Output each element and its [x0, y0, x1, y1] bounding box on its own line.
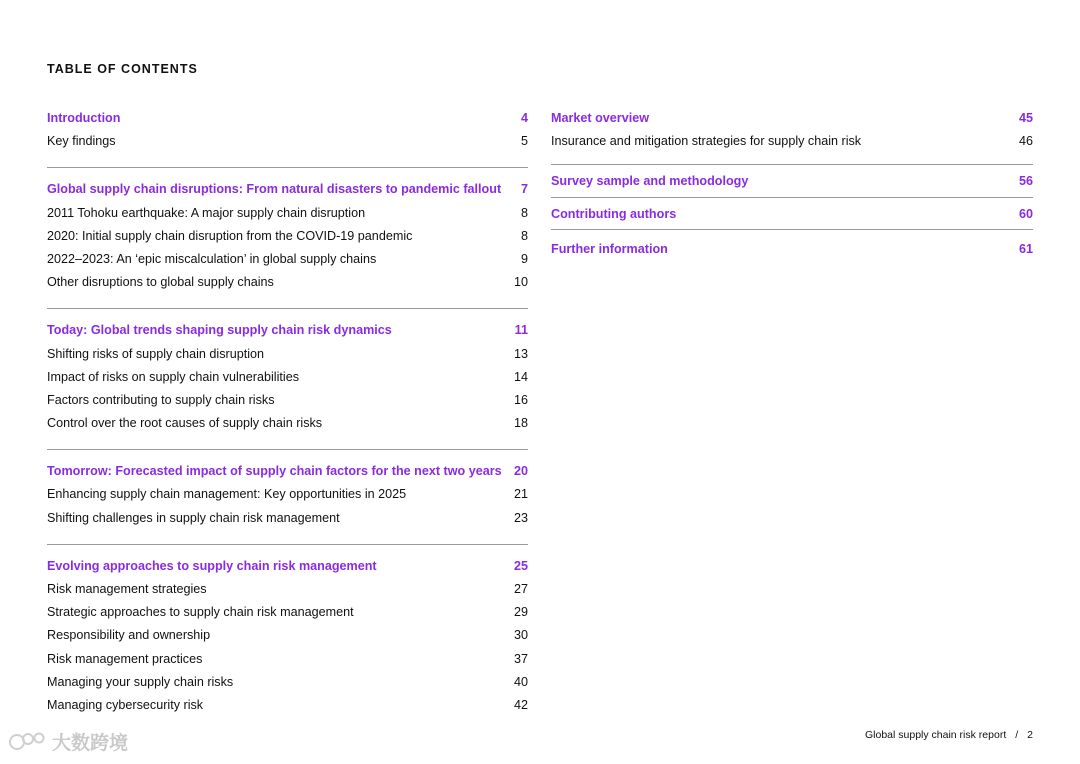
toc-entry-page: 30 — [513, 628, 528, 643]
toc-entry-label: Insurance and mitigation strategies for supply chain risk — [551, 134, 862, 149]
toc-entry[interactable] — [47, 202, 528, 225]
toc-entry-page: 23 — [513, 510, 528, 525]
toc-entry[interactable] — [47, 412, 528, 435]
toc-entry-label: Factors contributing to supply chain risks — [47, 392, 275, 407]
toc-entry[interactable] — [47, 578, 528, 601]
toc-section-heading[interactable] — [551, 170, 1033, 193]
toc-heading-label: Survey sample and methodology — [551, 174, 749, 189]
toc-entry-label: Control over the root causes of supply chain risks — [47, 416, 323, 431]
toc-entry[interactable] — [47, 271, 528, 294]
toc-entry-label: Risk management practices — [47, 651, 203, 666]
toc-entry[interactable] — [47, 389, 528, 412]
toc-section — [551, 165, 1033, 197]
toc-entry-page: 8 — [520, 205, 528, 220]
toc-heading-page: 11 — [514, 323, 528, 338]
toc-entry-page: 18 — [513, 416, 528, 431]
toc-section — [47, 545, 528, 731]
toc-heading-label: Further information — [551, 241, 668, 256]
toc-section-heading[interactable] — [47, 460, 528, 483]
toc-entry[interactable] — [47, 248, 528, 271]
footer-report-name: Global supply chain risk report — [865, 729, 1007, 741]
toc-section-heading[interactable] — [551, 238, 1033, 261]
toc-entry-label: Strategic approaches to supply chain risk management — [47, 605, 354, 620]
watermark-text: 大数跨境 — [52, 733, 129, 754]
toc-entry-page: 37 — [513, 651, 528, 666]
toc-section — [551, 97, 1033, 165]
toc-entry-page: 21 — [513, 487, 528, 502]
toc-entry-label: Managing your supply chain risks — [47, 674, 234, 689]
toc-heading-label: Global supply chain disruptions: From natural disasters to pandemic fallout — [47, 182, 502, 197]
toc-section — [47, 168, 528, 309]
toc-entry-page: 8 — [520, 228, 528, 243]
toc-section-heading[interactable] — [47, 107, 528, 130]
toc-heading-page: 60 — [1018, 206, 1033, 221]
toc-section-heading[interactable] — [551, 107, 1033, 130]
toc-right-column — [551, 97, 1033, 264]
toc-entry-label: Enhancing supply chain management: Key opportunities in 2025 — [47, 487, 407, 502]
toc-entry[interactable] — [47, 343, 528, 366]
toc-heading-label: Today: Global trends shaping supply chain risk dynamics — [47, 323, 392, 338]
toc-entry-label: 2022–2023: An ‘epic miscalculation’ in global supply chains — [47, 251, 377, 266]
toc-entry-label: Responsibility and ownership — [47, 628, 211, 643]
toc-entry-page: 13 — [513, 346, 528, 361]
toc-entry[interactable] — [47, 648, 528, 671]
toc-entry[interactable] — [47, 366, 528, 389]
toc-entry-label: Impact of risks on supply chain vulnerabilities — [47, 369, 299, 384]
toc-section-heading[interactable] — [47, 178, 528, 201]
toc-heading-label: Tomorrow: Forecasted impact of supply chain factors for the next two years — [47, 464, 502, 479]
toc-entry[interactable] — [47, 225, 528, 248]
toc-section-heading[interactable] — [47, 555, 528, 578]
toc-entry[interactable] — [47, 624, 528, 647]
toc-heading-page: 61 — [1018, 241, 1033, 256]
toc-heading-label: Contributing authors — [551, 206, 677, 221]
toc-heading-page: 4 — [520, 111, 528, 125]
toc-heading-label: Introduction — [47, 111, 121, 125]
toc-heading-page: 45 — [1018, 111, 1033, 125]
watermark — [8, 728, 128, 755]
toc-entry-page: 42 — [513, 697, 528, 712]
toc-entry[interactable] — [47, 694, 528, 717]
toc-entry-label: Other disruptions to global supply chains — [47, 275, 274, 290]
toc-heading-page: 25 — [513, 558, 528, 573]
toc-entry[interactable] — [47, 130, 528, 153]
toc-heading-page: 56 — [1018, 174, 1033, 189]
toc-entry[interactable] — [47, 671, 528, 694]
toc-heading-label: Market overview — [551, 111, 650, 125]
toc-entry-page: 9 — [520, 251, 528, 266]
toc-entry-page: 16 — [513, 392, 528, 407]
toc-entry-label: 2011 Tohoku earthquake: A major supply chain disruption — [47, 205, 366, 220]
toc-heading-label: Evolving approaches to supply chain risk management — [47, 558, 377, 573]
page-title: TABLE OF CONTENTS — [47, 62, 198, 76]
toc-section — [47, 450, 528, 545]
toc-entry-label: 2020: Initial supply chain disruption from the COVID-19 pandemic — [47, 228, 413, 243]
page-footer — [865, 729, 1033, 741]
toc-entry-page: 46 — [1018, 134, 1033, 149]
toc-entry[interactable] — [47, 483, 528, 506]
toc-entry-page: 40 — [513, 674, 528, 689]
toc-entry-page: 14 — [513, 369, 528, 384]
toc-entry-label: Risk management strategies — [47, 582, 207, 596]
toc-section — [551, 230, 1033, 264]
toc-section — [551, 198, 1033, 230]
toc-section-heading[interactable] — [47, 319, 528, 342]
footer-page-number: 2 — [1027, 729, 1033, 741]
toc-heading-page: 20 — [513, 464, 528, 479]
footer-separator: / — [1015, 729, 1019, 741]
toc-section-heading[interactable] — [551, 203, 1033, 226]
toc-section — [47, 97, 528, 168]
toc-heading-page: 7 — [520, 182, 528, 197]
toc-entry-page: 27 — [513, 582, 528, 596]
toc-entry-page: 10 — [513, 275, 528, 290]
toc-section — [47, 309, 528, 450]
toc-entry-label: Shifting risks of supply chain disruption — [47, 346, 265, 361]
toc-entry[interactable] — [551, 130, 1033, 153]
toc-entry-page: 5 — [520, 134, 528, 149]
toc-entry-label: Key findings — [47, 134, 116, 149]
toc-entry[interactable] — [47, 601, 528, 624]
toc-left-column — [47, 97, 528, 731]
toc-entry-page: 29 — [513, 605, 528, 620]
watermark-logo-icon — [8, 730, 48, 754]
toc-entry-label: Managing cybersecurity risk — [47, 697, 204, 712]
toc-entry[interactable] — [47, 507, 528, 530]
toc-entry-label: Shifting challenges in supply chain risk management — [47, 510, 340, 525]
